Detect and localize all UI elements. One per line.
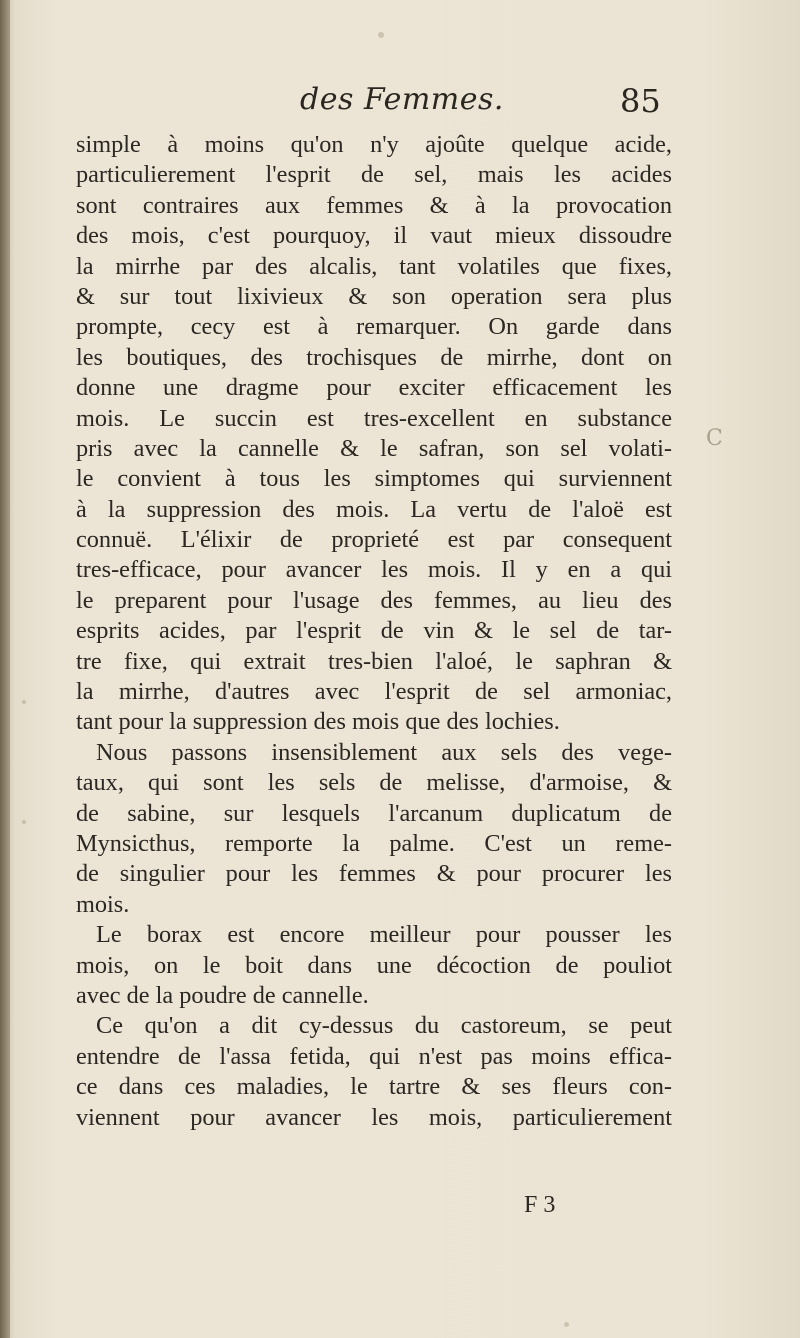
text-line: entendre de l'assa fetida, qui n'est pas moins effica- [76, 1042, 672, 1070]
text-line: mois. Le succin est tres-excellent en substance [76, 404, 672, 432]
text-line: tant pour la suppression des mois que des lochies. [76, 708, 560, 736]
signature-mark: F 3 [524, 1192, 556, 1218]
text-line: donne une dragme pour exciter efficacement les [76, 374, 672, 402]
text-line: de sabine, sur lesquels l'arcanum duplicatum de [76, 799, 672, 827]
margin-mark: C [706, 426, 723, 451]
paragraph-start-line: Nous passons insensiblement aux sels des vege- [96, 738, 672, 766]
text-line: taux, qui sont les sels de melisse, d'armoise, & [76, 769, 672, 797]
text-line: prompte, cecy est à remarquer. On garde dans [76, 313, 672, 341]
text-line: & sur tout lixivieux & son operation sera plus [76, 282, 672, 310]
text-line: simple à moins qu'on n'y ajoûte quelque acide, [76, 131, 672, 158]
page-header [0, 78, 800, 128]
text-line: la mirrhe, d'autres avec l'esprit de sel armoniac, [76, 678, 672, 706]
text-line: Mynsicthus, remporte la palme. C'est un reme- [76, 829, 672, 857]
paper-spot [22, 700, 26, 704]
text-line: esprits acides, par l'esprit de vin & le sel de tar- [76, 617, 672, 645]
text-line: mois. [76, 890, 130, 918]
text-line: particulierement l'esprit de sel, mais les acides [76, 161, 672, 189]
paper-spot [22, 820, 26, 824]
running-title: des Femmes. [300, 82, 504, 117]
page-number: 85 [620, 82, 661, 120]
text-line: ce dans ces maladies, le tartre & ses fleurs con- [76, 1073, 672, 1101]
text-line: des mois, c'est pourquoy, il vaut mieux dissoudre [76, 222, 672, 250]
text-line: avec de la poudre de cannelle. [76, 981, 369, 1009]
text-line: le preparent pour l'usage des femmes, au lieu des [76, 586, 672, 614]
book-spine-shadow [0, 0, 10, 1338]
text-line: tres-efficace, pour avancer les mois. Il y en a qui [76, 556, 672, 584]
body-text [76, 130, 672, 1133]
text-line: pris avec la cannelle & le safran, son sel volati- [76, 434, 672, 462]
text-line: les boutiques, des trochisques de mirrhe, dont on [76, 343, 672, 371]
text-line: tre fixe, qui extrait tres-bien l'aloé, le saphran & [76, 647, 672, 675]
text-line: à la suppression des mois. La vertu de l'aloë est [76, 495, 672, 523]
text-line: sont contraires aux femmes & à la provocation [76, 191, 672, 219]
paper-spot [564, 1322, 569, 1327]
text-line: viennent pour avancer les mois, particulierement [76, 1103, 672, 1131]
paper-spot [378, 32, 384, 38]
text-line: mois, on le boit dans une décoction de pouliot [76, 951, 672, 979]
text-line: connuë. L'élixir de proprieté est par consequent [76, 526, 672, 554]
text-line: le convient à tous les simptomes qui surviennent [76, 465, 672, 493]
text-line: la mirrhe par des alcalis, tant volatiles que fixes, [76, 252, 672, 280]
paragraph-start-line: Le borax est encore meilleur pour pousser les [96, 921, 672, 949]
text-line: de singulier pour les femmes & pour procurer les [76, 860, 672, 888]
paragraph-start-line: Ce qu'on a dit cy-dessus du castoreum, se peut [96, 1012, 672, 1040]
